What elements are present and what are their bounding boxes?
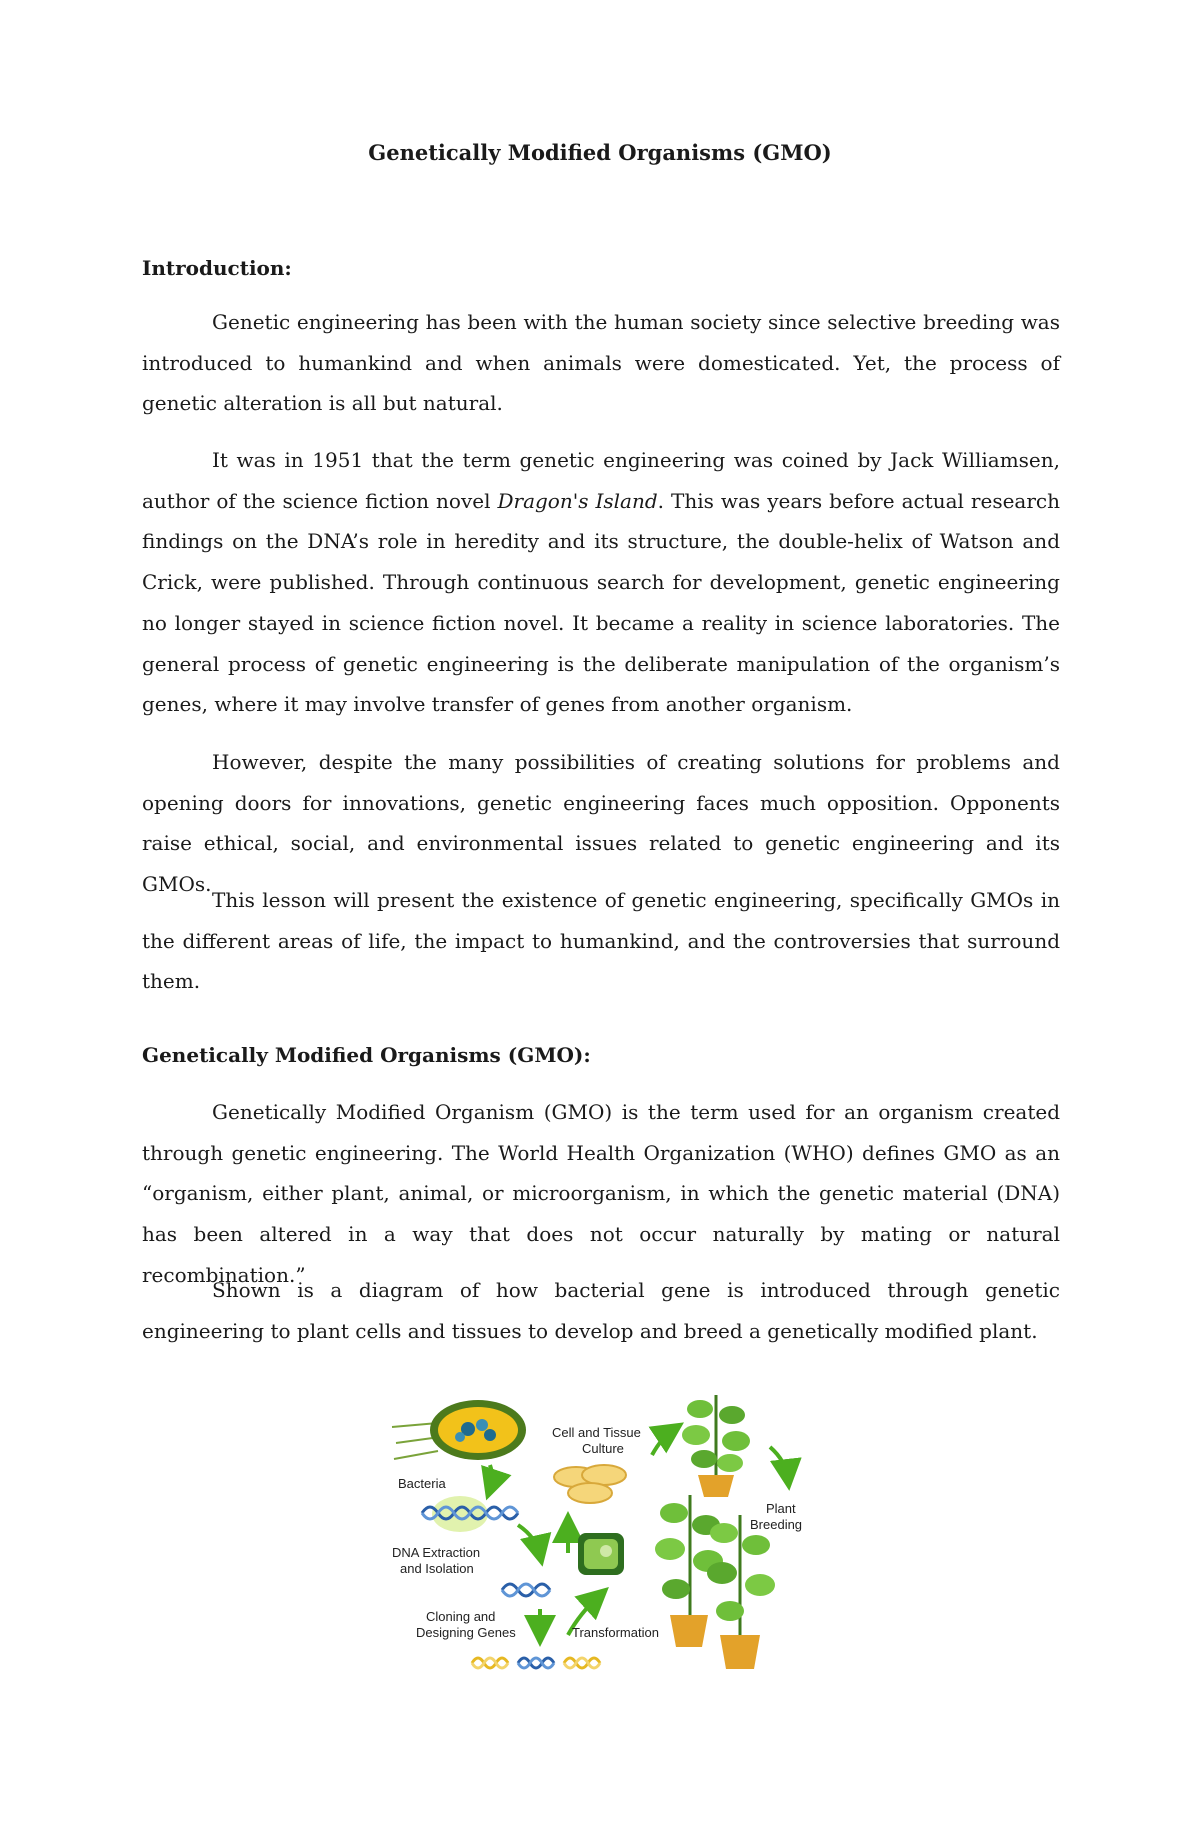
culture-label-line1: Cell and Tissue: [552, 1425, 641, 1440]
intro-paragraph-2-text-a: It was in 1951 that the term genetic engineering was coined by Jack Williamsen, author of the science fiction novel: [142, 448, 1060, 513]
intro-paragraph-3: However, despite the many possibilities of creating solutions for problems and opening doors for innovations, genetic engineering faces much opposition. Opponents raise ethical, social, and environmental issues related to genetic engineering and its GMOs.: [142, 750, 1060, 897]
novel-title: Dragon's Island: [497, 488, 658, 513]
process-arrows: [490, 1429, 788, 1635]
culture-label-line2: Culture: [582, 1441, 624, 1456]
gmo-paragraph-2: Shown is a diagram of how bacterial gene is introduced through genetic engineering to plant cells and tissues to develop and breed a genetically modified plant.: [142, 1278, 1060, 1343]
breeding-label-line2: Breeding: [750, 1517, 803, 1532]
bacteria-label: Bacteria: [398, 1476, 446, 1491]
page-title: Genetically Modified Organisms (GMO): [368, 140, 832, 165]
gmo-process-diagram: [390, 1385, 820, 1685]
introduction-heading: Introduction:: [142, 256, 292, 280]
cloning-label-line1: Cloning and: [426, 1609, 496, 1624]
cloning-label-line2: Designing Genes: [416, 1625, 516, 1640]
intro-paragraph-2: [142, 440, 1060, 725]
petri-dishes-icon: [554, 1465, 626, 1503]
dna-helix-icon: [422, 1496, 518, 1532]
bacterium-icon: [392, 1400, 526, 1460]
gmo-paragraph-1: Genetically Modified Organism (GMO) is the term used for an organism created through genetic engineering. The World Health Organization (WHO) defines GMO as an “organism, either plant, animal, or microorganism, in which the genetic material (DNA) has been altered in a way that does not occur naturally by mating or natural recombination.”: [142, 1100, 1060, 1287]
transformation-cell-icon: [578, 1533, 624, 1575]
intro-paragraph-2-text-b: . This was years before actual research findings on the DNA’s role in heredity and its structure, the double-helix of Watson and Crick, were published. Through continuous search for development, genetic engineering no longer stayed in science fiction novel. It became a reality in science laboratories. The general process of genetic engineering is the deliberate manipulation of the organism’s genes, where it may involve transfer of genes from another organism.: [142, 488, 1060, 717]
gene-fragments-icon: [472, 1658, 600, 1668]
dna-extraction-label-line1: DNA Extraction: [392, 1545, 481, 1560]
transformation-label: Transformation: [572, 1625, 659, 1640]
plant-top-icon: [682, 1395, 750, 1497]
diagram-svg: [390, 1385, 820, 1685]
dna-helix-small-icon: [502, 1584, 550, 1596]
intro-paragraph-4: This lesson will present the existence of genetic engineering, specifically GMOs in the different areas of life, the impact to humankind, and the controversies that surround them.: [142, 888, 1060, 994]
dna-extraction-label-line2: and Isolation: [400, 1561, 474, 1576]
intro-paragraph-1: Genetic engineering has been with the human society since selective breeding was introduced to humankind and when animals were domesticated. Yet, the process of genetic alteration is all but natural.: [142, 310, 1060, 416]
gmo-heading: Genetically Modified Organisms (GMO):: [142, 1043, 591, 1067]
breeding-label-line1: Plant: [766, 1501, 796, 1516]
